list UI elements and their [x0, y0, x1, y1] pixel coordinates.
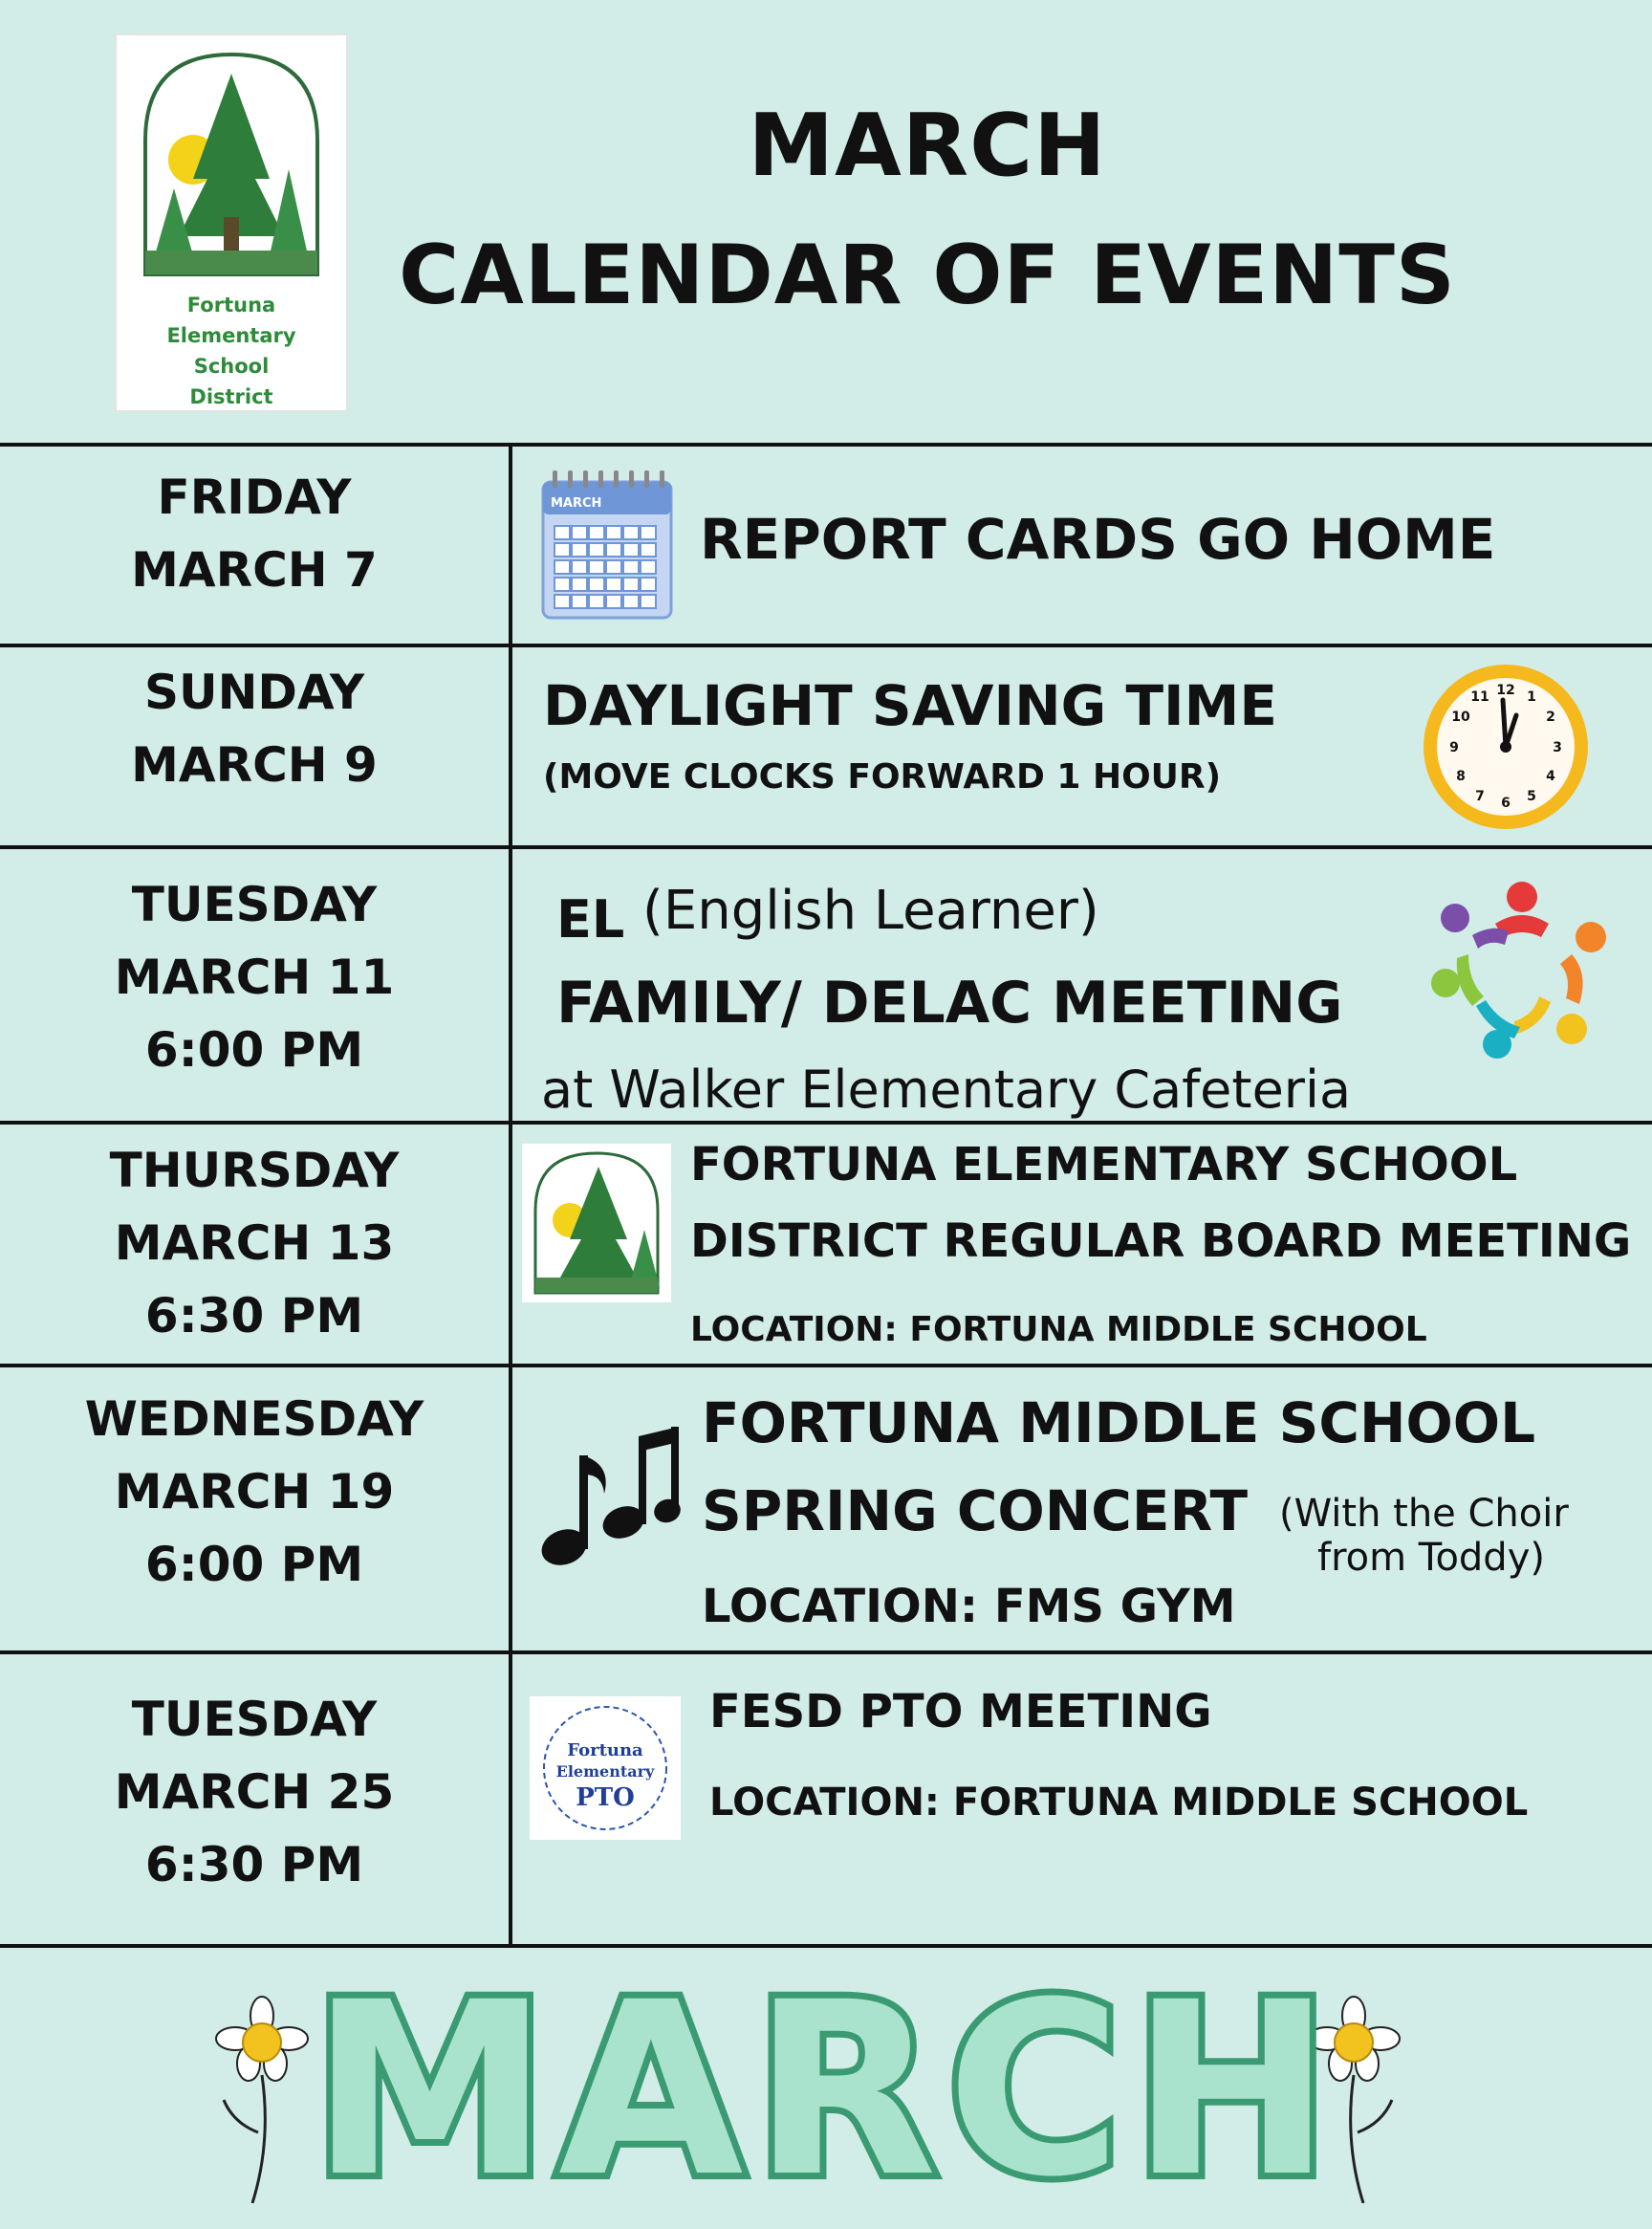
event-title: FAMILY/ DELAC MEETING	[556, 970, 1343, 1037]
clock-number: 5	[1527, 789, 1536, 804]
pto-logo-line: Elementary	[555, 1762, 655, 1781]
event-date: MARCH 11	[114, 950, 395, 1005]
event-title: FESD PTO MEETING	[709, 1685, 1212, 1738]
logo-line: Fortuna	[186, 294, 276, 317]
clock-number: 7	[1475, 789, 1485, 804]
logo-line: District	[189, 385, 273, 408]
event-title: DAYLIGHT SAVING TIME	[543, 673, 1277, 738]
event-time: 6:30 PM	[144, 1837, 364, 1892]
music-notes-icon	[535, 1398, 681, 1572]
calendar-icon-label: MARCH	[551, 496, 602, 511]
event-date: MARCH 19	[114, 1464, 395, 1519]
clock-number: 10	[1451, 710, 1470, 725]
event-date: MARCH 9	[131, 737, 378, 793]
event-date: MARCH 7	[131, 542, 378, 598]
row-divider	[0, 1944, 1652, 1948]
page-title-month: MARCH	[748, 96, 1107, 196]
clock-number: 3	[1553, 740, 1562, 755]
event-date-cell	[0, 868, 509, 1086]
community-circle-icon	[1428, 878, 1616, 1060]
district-logo-icon	[522, 1144, 671, 1302]
event-date: MARCH 13	[114, 1215, 395, 1271]
clock-number: 11	[1470, 689, 1489, 705]
event-date-cell	[0, 1683, 509, 1901]
event-time: 6:00 PM	[144, 1022, 364, 1078]
clock-number: 12	[1496, 683, 1515, 698]
event-date-cell	[0, 461, 509, 606]
column-divider	[509, 443, 512, 1948]
logo-line: School	[193, 355, 270, 378]
footer-month-banner: MARCH	[311, 1951, 1341, 2229]
row-divider	[0, 845, 1652, 849]
event-location: LOCATION: FMS GYM	[702, 1580, 1236, 1633]
event-date-cell	[0, 656, 509, 801]
event-note: (MOVE CLOCKS FORWARD 1 HOUR)	[543, 757, 1222, 797]
event-day: WEDNESDAY	[84, 1391, 424, 1447]
event-day: TUESDAY	[131, 877, 378, 932]
event-title-line1: FORTUNA ELEMENTARY SCHOOL	[690, 1138, 1518, 1191]
event-title-line2: SPRING CONCERT	[702, 1478, 1249, 1543]
event-location: LOCATION: FORTUNA MIDDLE SCHOOL	[690, 1310, 1427, 1349]
event-time: 6:00 PM	[144, 1537, 364, 1592]
district-logo	[115, 33, 348, 412]
pto-logo-line: Fortuna	[567, 1740, 643, 1760]
event-note: (With the Choir	[1279, 1492, 1569, 1536]
calendar-icon	[541, 469, 673, 620]
event-title-prefix: EL	[556, 889, 625, 950]
event-title: REPORT CARDS GO HOME	[700, 507, 1496, 572]
clock-number: 4	[1546, 769, 1555, 784]
clock-number: 1	[1527, 689, 1536, 705]
row-divider	[0, 1364, 1652, 1367]
event-date-cell	[0, 1134, 509, 1352]
page-title: CALENDAR OF EVENTS	[399, 228, 1456, 323]
clock-icon	[1419, 660, 1593, 834]
event-title-line1: FORTUNA MIDDLE SCHOOL	[702, 1390, 1536, 1455]
clock-number: 9	[1449, 740, 1459, 755]
row-divider	[0, 443, 1652, 447]
pto-logo-icon	[530, 1696, 681, 1840]
logo-line: Elementary	[166, 324, 296, 347]
event-day: THURSDAY	[109, 1143, 400, 1198]
pto-logo-line: PTO	[576, 1783, 635, 1812]
event-location: at Walker Elementary Cafeteria	[541, 1060, 1352, 1120]
event-title-paren: (English Learner)	[642, 880, 1099, 942]
event-day: SUNDAY	[143, 665, 365, 720]
event-title-line2: DISTRICT REGULAR BOARD MEETING	[690, 1214, 1632, 1268]
row-divider	[0, 1121, 1652, 1125]
logo-caption	[117, 290, 346, 412]
event-date: MARCH 25	[114, 1764, 395, 1820]
clock-number: 6	[1501, 796, 1511, 811]
clock-number: 2	[1546, 710, 1555, 725]
event-note-line2: from Toddy)	[1317, 1536, 1545, 1580]
event-time: 6:30 PM	[144, 1288, 364, 1344]
clock-number: 8	[1456, 769, 1466, 784]
event-location: LOCATION: FORTUNA MIDDLE SCHOOL	[709, 1781, 1529, 1825]
event-date-cell	[0, 1383, 509, 1601]
row-divider	[0, 1650, 1652, 1654]
row-divider	[0, 644, 1652, 647]
event-day: FRIDAY	[157, 470, 352, 525]
event-day: TUESDAY	[131, 1692, 378, 1747]
tree-logo-icon	[136, 45, 327, 284]
